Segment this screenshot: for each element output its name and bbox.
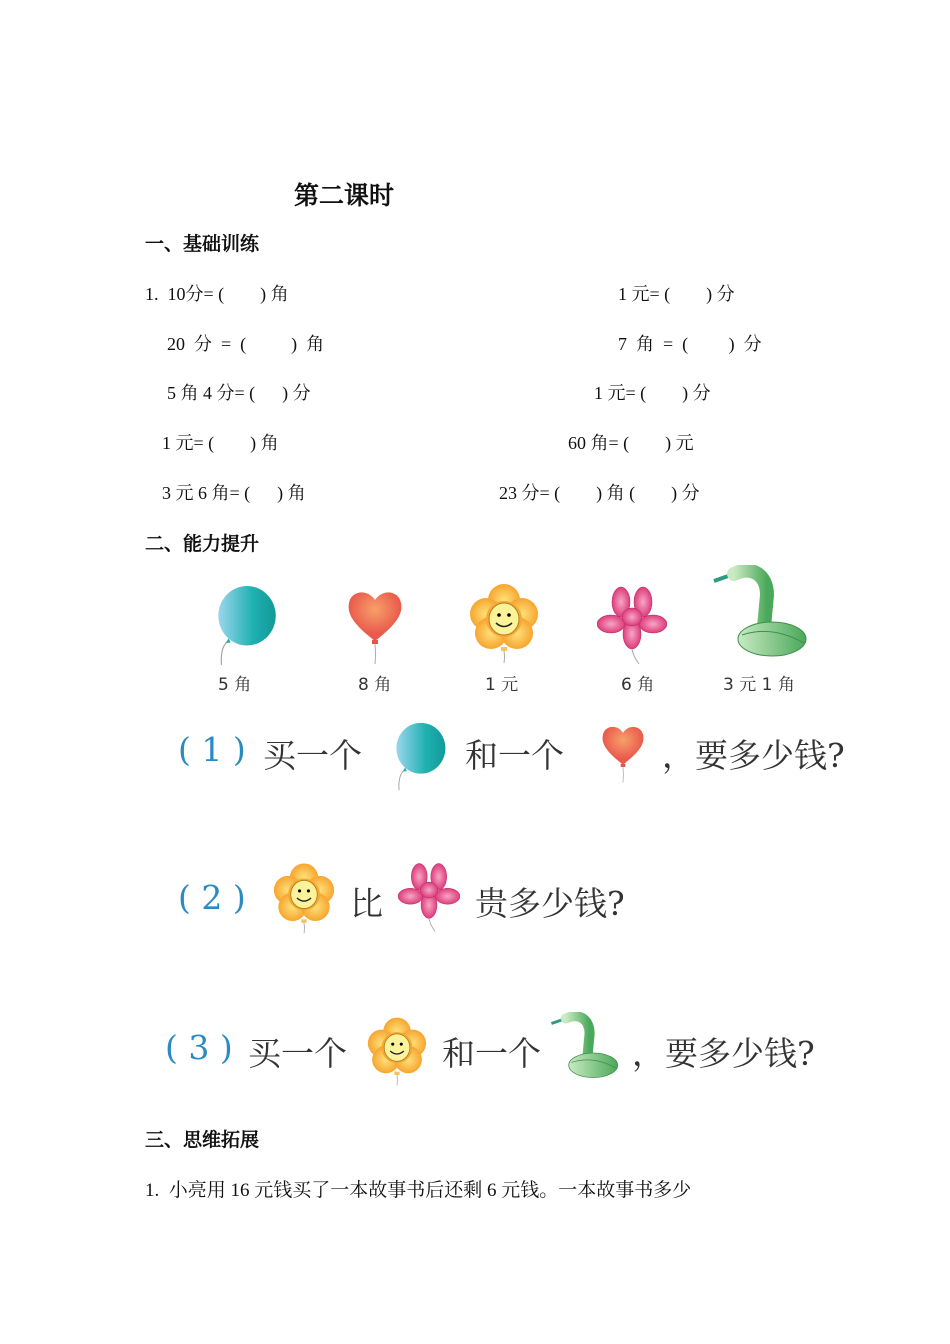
- exercise-right: 60 角= ( ) 元: [568, 433, 694, 453]
- smiley-flower-balloon-icon: [367, 1016, 427, 1086]
- question-text: 买一个: [263, 736, 362, 775]
- question-number: ( 2 ): [178, 878, 246, 917]
- exercise-left: 20 分 = ( ) 角: [167, 334, 325, 354]
- swan-balloon-icon: [550, 1012, 622, 1084]
- exercise-left: 1 元= ( ) 角: [162, 433, 279, 453]
- exercise-left: 1. 10分= ( ) 角: [145, 284, 289, 304]
- question-text: 买一个: [248, 1034, 347, 1073]
- price-label: 5 角: [218, 675, 252, 695]
- exercise-right: 1 元= ( ) 分: [618, 284, 735, 304]
- pink-flower-balloon-icon: [398, 862, 460, 934]
- blue-balloon-icon: [215, 585, 277, 667]
- question-number: ( 1 ): [178, 730, 246, 769]
- exercise-right: 23 分= ( ) 角 ( ) 分: [499, 483, 700, 503]
- question-text: 和一个: [465, 736, 564, 775]
- price-label: 6 角: [621, 675, 655, 695]
- price-label: 8 角: [358, 675, 392, 695]
- exercise-right: 1 元= ( ) 分: [594, 383, 711, 403]
- blue-balloon-icon: [390, 722, 450, 792]
- smiley-flower-balloon-icon: [273, 862, 335, 934]
- question-text: 和一个: [442, 1034, 541, 1073]
- exercise-right: 7 角 = ( ) 分: [618, 334, 762, 354]
- question-text: ，要多少钱?: [662, 736, 845, 775]
- pink-flower-balloon-icon: [597, 586, 667, 666]
- swan-balloon-icon: [712, 565, 812, 665]
- question-text: 比: [350, 884, 383, 923]
- question-text: 贵多少钱?: [475, 884, 625, 923]
- heart-balloon-icon: [596, 722, 650, 784]
- question-text: ，要多少钱?: [632, 1034, 815, 1073]
- heart-balloon-icon: [345, 586, 405, 666]
- question-number: ( 3 ): [165, 1028, 233, 1067]
- page-title: 第二课时: [294, 181, 395, 210]
- price-label: 1 元: [485, 675, 519, 695]
- section3-heading: 三、思维拓展: [145, 1129, 260, 1151]
- problem-text: 1. 小亮用 16 元钱买了一本故事书后还剩 6 元钱。一本故事书多少: [145, 1180, 692, 1201]
- exercise-left: 5 角 4 分= ( ) 分: [167, 383, 311, 403]
- smiley-flower-balloon-icon: [469, 583, 539, 663]
- exercise-left: 3 元 6 角= ( ) 角: [162, 483, 306, 503]
- price-label: 3 元 1 角: [723, 675, 795, 695]
- section1-heading: 一、基础训练: [145, 233, 260, 255]
- section2-heading: 二、能力提升: [145, 533, 260, 555]
